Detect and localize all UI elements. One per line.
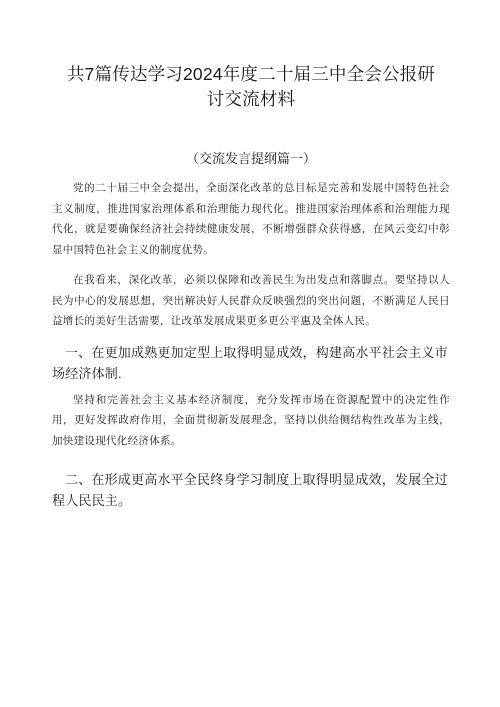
document-subtitle: （交流发言提纲篇一） <box>185 151 316 166</box>
paragraph-3: 坚持和完善社会主义基本经济制度，充分发挥市场在资源配置中的决定性作用，更好发挥政府作用，全面贯彻新发展理念，坚持以供给侧结构性改革为主线，加快建设现代化经济体系。 <box>52 393 450 447</box>
paragraph-1: 党的二十届三中全会提出，全面深化改革的总目标是完善和发展中国特色社会主义制度，推进国家治理体系和治理能力现代化。推进国家治理体系和治理能力现代化，就是要确保经济社会持续健康发展，不断增强群众获得感，在风云变幻中彰显中国特色社会主义的制度优势。 <box>52 182 450 256</box>
document-title: 共7篇传达学习2024年度二十届三中全会公报研讨交流材料 <box>66 64 436 109</box>
paragraph-2: 在我看来，深化改革，必须以保障和改善民生为出发点和落脚点。要坚持以人民为中心的发展思想，突出解决好人民群众反映强烈的突出问题，不断满足人民日益增长的美好生活需要，让改革发展成果更多更公平惠及全体人民。 <box>52 274 450 327</box>
section-heading-1: 一、在更加成熟更加定型上取得明显成效，构建高水平社会主义市场经济体制. <box>52 344 448 381</box>
section-heading-2: 二、在形成更高水平全民终身学习制度上取得明显成效，发展全过程人民民主。 <box>52 472 448 508</box>
